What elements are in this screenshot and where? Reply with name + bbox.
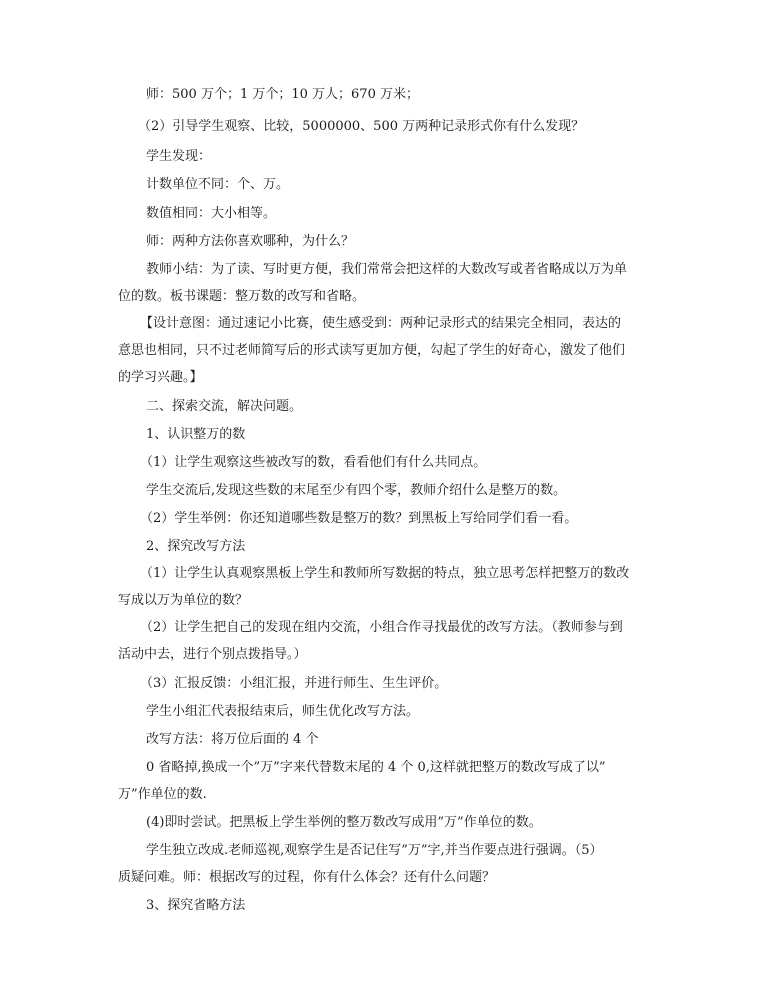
text-line: (4)即时尝试。把黑板上学生举例的整万数改写成用”万”作单位的数。 xyxy=(146,815,542,830)
text-line: 质疑问难。师：根据改写的过程，你有什么体会？还有什么问题？ xyxy=(118,870,496,885)
text-line: 万”作单位的数. xyxy=(118,787,207,802)
text-line: 教师小结：为了读、写时更方便，我们常常会把这样的大数改写或者省略成以万为单 xyxy=(146,262,628,277)
text-line: 活动中去，进行个别点拨指导。） xyxy=(118,647,307,662)
text-line: 2、探究改写方法 xyxy=(146,539,246,554)
text-line: 意思也相同，只不过老师简写后的形式读写更加方便，勾起了学生的好奇心，激发了他们 xyxy=(118,343,626,358)
text-line: 位的数。板书课题：整万数的改写和省略。 xyxy=(118,289,366,304)
text-line: 1、认识整万的数 xyxy=(146,427,246,442)
text-line: （2）学生举例：你还知道哪些数是整万的数？到黑板上写给同学们看一看。 xyxy=(140,511,578,526)
text-line: （3）汇报反馈：小组汇报，并进行师生、生生评价。 xyxy=(140,676,448,691)
text-line: 3、探究省略方法 xyxy=(146,898,246,913)
text-line: 0 省略掉,换成一个”万”字来代替数末尾的 4 个 0,这样就把整万的数改写成了以” xyxy=(146,760,606,775)
text-line: 【设计意图：通过速记小比赛，使生感受到：两种记录形式的结果完全相同，表达的 xyxy=(140,316,622,331)
text-line: （2）让学生把自己的发现在组内交流，小组合作寻找最优的改写方法。（教师参与到 xyxy=(140,620,623,635)
text-line: 数值相同：大小相等。 xyxy=(146,206,277,221)
text-line: 师：两种方法你喜欢哪种，为什么？ xyxy=(146,234,355,249)
text-line: （1）让学生认真观察黑板上学生和教师所写数据的特点，独立思考怎样把整万的数改 xyxy=(140,566,630,581)
text-line: 学生小组汇代表报结束后，师生优化改写方法。 xyxy=(146,704,420,719)
text-line: 计数单位不同：个、万。 xyxy=(146,177,290,192)
text-line: 改写方法：将万位后面的 4 个 xyxy=(146,732,319,747)
text-line: 二、探索交流，解决问题。 xyxy=(146,399,303,414)
text-line: 师：500 万个；1 万个；10 万人；670 万米； xyxy=(146,87,419,102)
text-line: 写成以万为单位的数？ xyxy=(118,593,249,608)
text-line: 学生交流后,发现这些数的末尾至少有四个零，教师介绍什么是整万的数。 xyxy=(146,483,567,498)
text-line: 学生独立改成.老师巡视,观察学生是否记住写”万”字,并当作要点进行强调。（5） xyxy=(146,843,603,858)
text-line: 学生发现： xyxy=(146,149,212,164)
text-line: （2）引导学生观察、比较，5000000、500 万两种记录形式你有什么发现？ xyxy=(138,119,585,134)
text-line: 的学习兴趣。】 xyxy=(118,370,203,385)
text-line: （1）让学生观察这些被改写的数，看看他们有什么共同点。 xyxy=(140,455,487,470)
